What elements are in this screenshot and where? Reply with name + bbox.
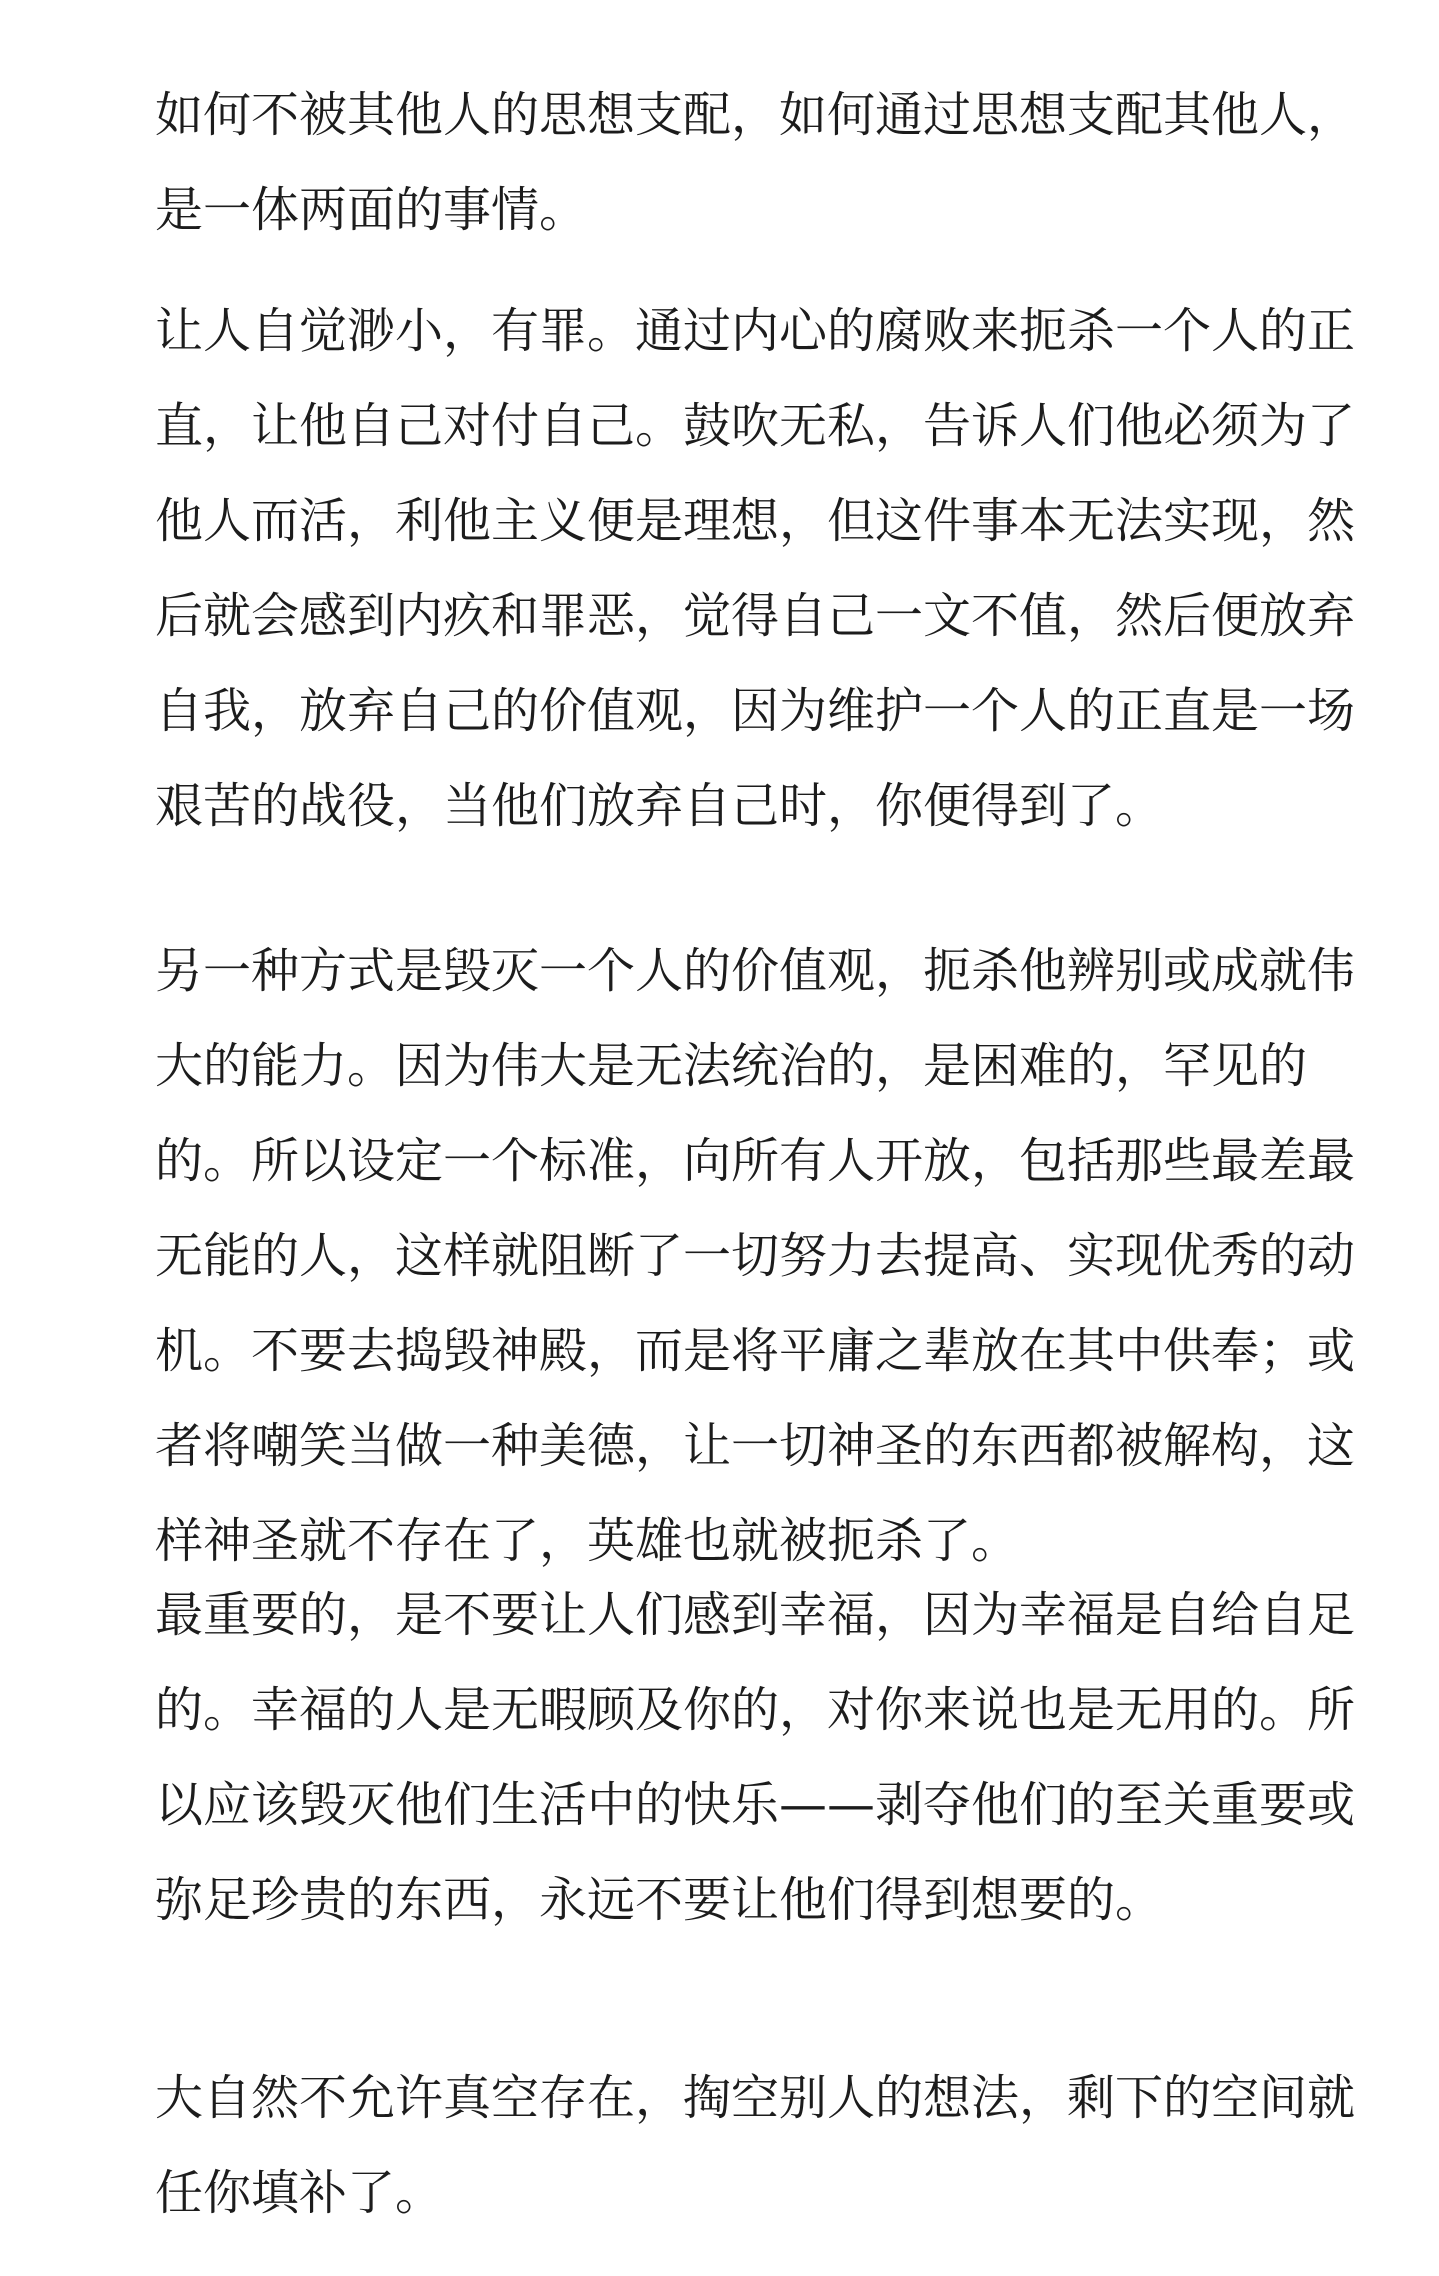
- paragraph-4: 最重要的，是不要让人们感到幸福，因为幸福是自给自足的。幸福的人是无暇顾及你的，对你来说也是无用的。所以应该毁灭他们生活中的快乐——剥夺他们的至关重要或弥足珍贵的东西，永远不要让他们得到想要的。: [155, 1587, 1356, 1928]
- paragraph-1: 如何不被其他人的思想支配，如何通过思想支配其他人，是一体两面的事情。: [155, 87, 1356, 238]
- paragraph-5: 大自然不允许真空存在，掏空别人的想法，剩下的空间就任你填补了。: [155, 2070, 1356, 2221]
- paragraph-2: 让人自觉渺小，有罪。通过内心的腐败来扼杀一个人的正直，让他自己对付自己。鼓吹无私，告诉人们他必须为了他人而活，利他主义便是理想，但这件事本无法实现，然后就会感到内疚和罪恶，觉得自己一文不值，然后便放弃自我，放弃自己的价值观，因为维护一个人的正直是一场艰苦的战役，当他们放弃自己时，你便得到了。: [155, 303, 1356, 834]
- paragraph-3: 另一种方式是毁灭一个人的价值观，扼杀他辨别或成就伟大的能力。因为伟大是无法统治的，是困难的，罕见的的。所以设定一个标准，向所有人开放，包括那些最差最无能的人，这样就阻断了一切努力去提高、实现优秀的动机。不要去捣毁神殿，而是将平庸之辈放在其中供奉；或者将嘲笑当做一种美德，让一切神圣的东西都被解构，这样神圣就不存在了，英雄也就被扼杀了。: [155, 943, 1356, 1569]
- article-body: [155, 68, 1370, 2221]
